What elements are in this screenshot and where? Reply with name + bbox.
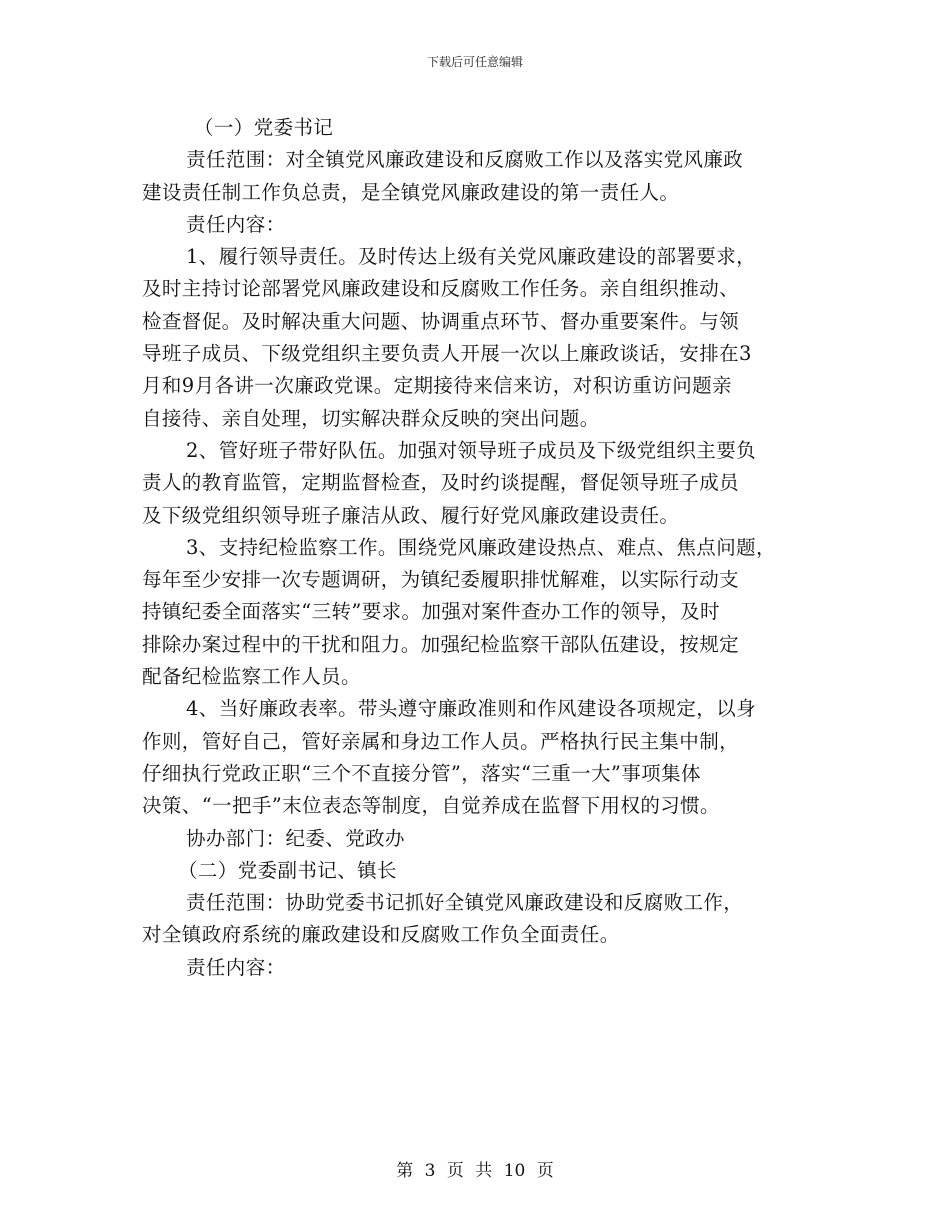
paragraph-line: 持镇纪委全面落实“三转”要求。加强对案件查办工作的领导，及时	[142, 600, 720, 624]
paragraph-line: 配备纪检监察工作人员。	[142, 665, 361, 689]
paragraph-line: 责任范围：协助党委书记抓好全镇党风廉政建设和反腐败工作，	[186, 891, 744, 915]
paragraph-line: 2、管好班子带好队伍。加强对领导班子成员及下级党组织主要负	[186, 438, 757, 462]
paragraph-line: 及时主持讨论部署党风廉政建设和反腐败工作任务。亲自组织推动、	[142, 277, 740, 301]
paragraph-line: 月和9月各讲一次廉政党课。定期接待来信来访，对积访重访问题亲	[142, 374, 732, 398]
paragraph-line: 检查督促。及时解决重大问题、协调重点环节、督办重要案件。与领	[142, 309, 740, 333]
paragraph-line: 建设责任制工作负总责，是全镇党风廉政建设的第一责任人。	[142, 180, 680, 204]
section-heading: （一）党委书记	[194, 116, 334, 139]
paragraph-line: 仔细执行党政正职“三个不直接分管”，落实“三重一大”事项集体	[142, 761, 701, 785]
paragraph-line: 决策、“一把手”末位表态等制度，自觉养成在监督下用权的习惯。	[142, 794, 720, 818]
paragraph-line: 责人的教育监管，定期监督检查，及时约谈提醒，督促领导班子成员	[142, 471, 740, 495]
paragraph-line: 协办部门：纪委、党政办	[186, 826, 405, 850]
page-header: 下载后可任意编辑	[426, 55, 523, 69]
paragraph-line: 责任范围：对全镇党风廉政建设和反腐败工作以及落实党风廉政	[186, 148, 744, 172]
section-heading: （二）党委副书记、镇长	[178, 858, 397, 882]
paragraph-line: 作则，管好自己，管好亲属和身边工作人员。严格执行民主集中制，	[142, 729, 740, 753]
paragraph-line: 对全镇政府系统的廉政建设和反腐败工作负全面责任。	[142, 923, 620, 947]
paragraph-line: 3、支持纪检监察工作。围绕党风廉政建设热点、难点、焦点问题，	[186, 535, 776, 559]
paragraph-line: 自接待、亲自处理，切实解决群众反映的突出问题。	[142, 406, 600, 430]
document-body	[142, 112, 822, 984]
paragraph-line: 责任内容：	[186, 955, 286, 979]
page-footer: 第 3 页 共 10 页	[396, 1161, 554, 1181]
paragraph-line: 每年至少安排一次专题调研，为镇纪委履职排忧解难，以实际行动支	[142, 568, 740, 592]
paragraph-line: 1、履行领导责任。及时传达上级有关党风廉政建设的部署要求，	[186, 245, 757, 269]
paragraph-line: 导班子成员、下级党组织主要负责人开展一次以上廉政谈话，安排在3	[142, 342, 752, 366]
paragraph-line: 责任内容：	[186, 212, 286, 236]
paragraph-line: 排除办案过程中的干扰和阻力。加强纪检监察干部队伍建设，按规定	[142, 632, 740, 656]
paragraph-line: 及下级党组织领导班子廉洁从政、履行好党风廉政建设责任。	[142, 503, 680, 527]
paragraph-line: 4、当好廉政表率。带头遵守廉政准则和作风建设各项规定，以身	[186, 697, 757, 721]
